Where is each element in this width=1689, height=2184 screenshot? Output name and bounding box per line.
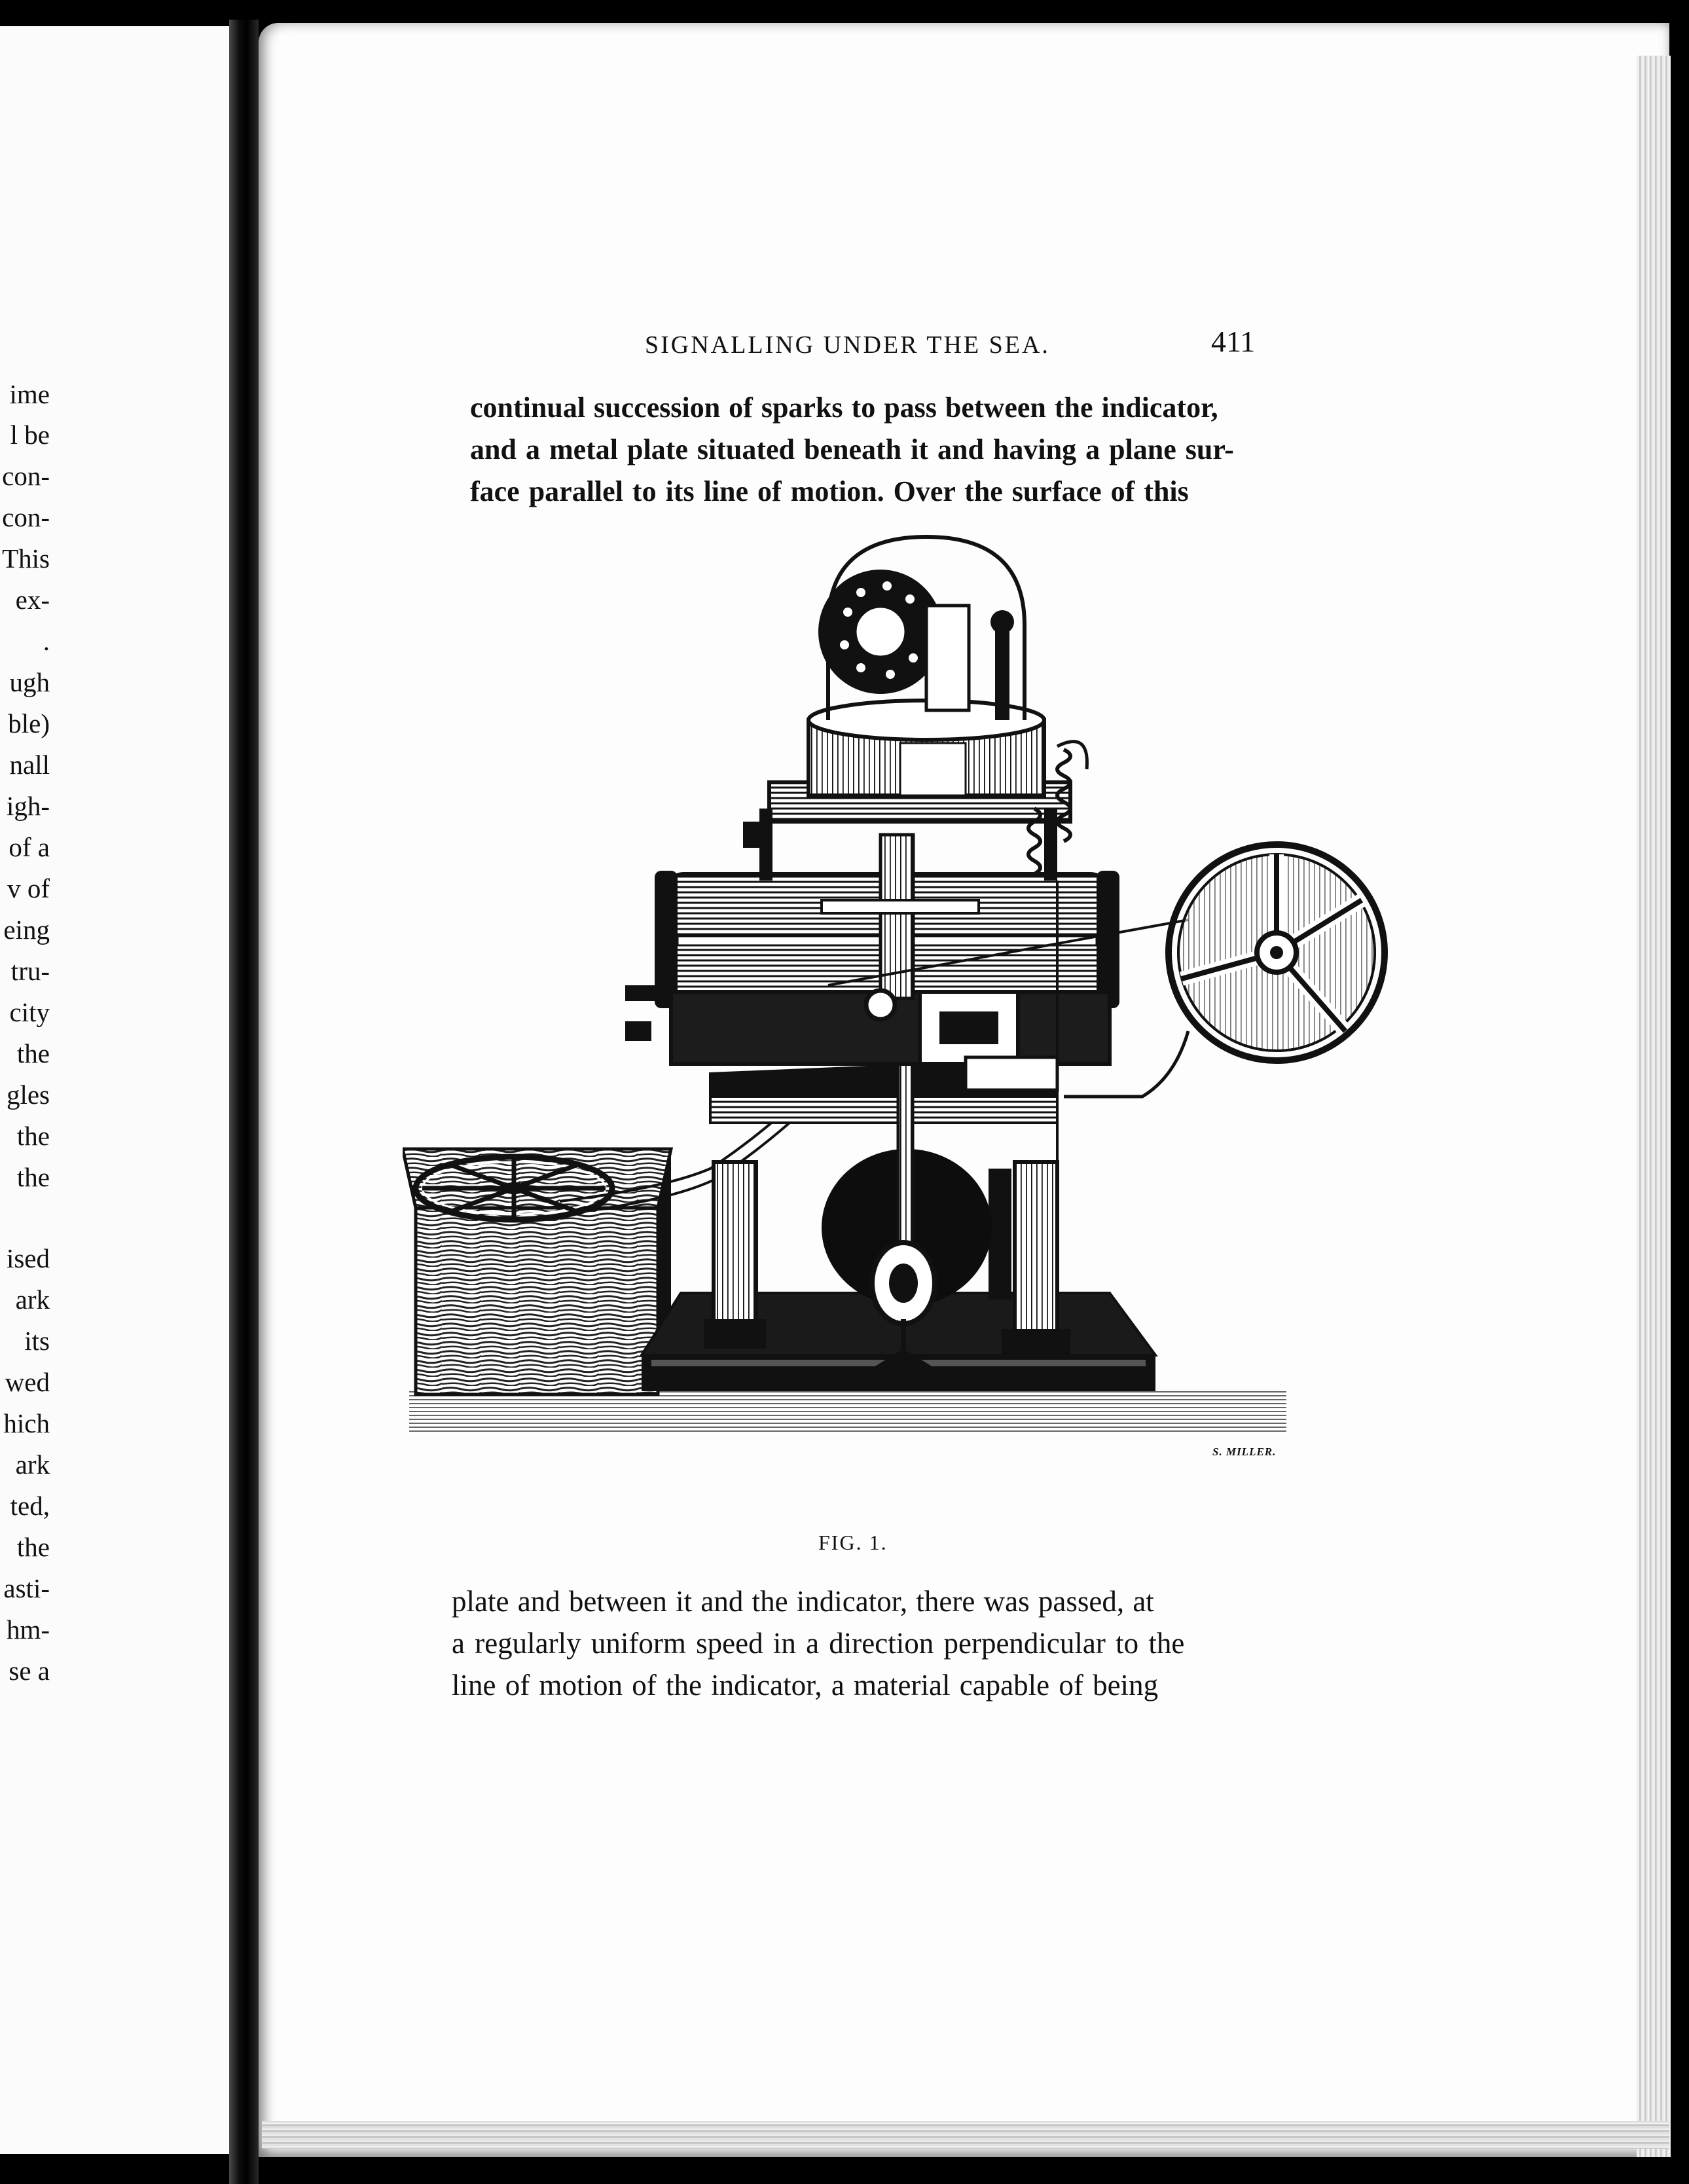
left-line: gles [6, 1080, 50, 1110]
page-stack-edge [1637, 56, 1671, 2157]
book-gutter [229, 20, 259, 2184]
left-line: hm- [6, 1614, 50, 1645]
left-line: se a [9, 1656, 50, 1686]
left-line: l be [10, 420, 50, 450]
running-head: SIGNALLING UNDER THE SEA. [645, 331, 1050, 359]
left-line: ted, [10, 1491, 50, 1521]
left-line: This [2, 543, 50, 573]
left-line: the [16, 1532, 50, 1562]
left-line: city [9, 997, 50, 1027]
left-page-text [0, 0, 50, 2184]
left-line: asti- [3, 1573, 50, 1603]
body-line: face parallel to its line of motion. Over the surface of this [470, 475, 1189, 507]
left-line: ark [15, 1284, 50, 1315]
body-line: plate and between it and the indicator, there was passed, at [452, 1585, 1154, 1618]
left-line: ble) [8, 708, 50, 738]
left-line: ugh [9, 667, 50, 697]
body-line: and a metal plate situated beneath it and having a plane sur- [470, 433, 1234, 465]
left-line: igh- [6, 791, 50, 821]
left-line: ime [9, 379, 50, 409]
left-line: the [16, 1038, 50, 1068]
left-line: eing [3, 915, 50, 945]
body-line: continual succession of sparks to pass between the indicator, [470, 391, 1218, 424]
engraver-signature: S. MILLER. [1212, 1446, 1277, 1458]
left-line: . [43, 626, 50, 656]
page-bottom-edge [262, 2121, 1669, 2149]
left-line: the [16, 1121, 50, 1151]
apparatus-engraving [403, 534, 1398, 1522]
left-line: con- [2, 461, 50, 491]
left-line: nall [9, 750, 50, 780]
body-line: a regularly uniform speed in a direction perpendicular to the [452, 1627, 1185, 1660]
left-line: the [16, 1162, 50, 1192]
body-line: line of motion of the indicator, a material capable of being [452, 1669, 1159, 1702]
page-number: 411 [1211, 325, 1256, 358]
left-line: ex- [15, 585, 50, 615]
left-line: of a [9, 832, 50, 862]
left-line: its [24, 1326, 50, 1356]
left-line: ised [6, 1243, 50, 1273]
figure-caption: FIG. 1. [818, 1531, 888, 1554]
left-line: con- [2, 502, 50, 532]
left-line: wed [5, 1367, 50, 1397]
left-line: hich [3, 1408, 50, 1438]
left-line: ark [15, 1449, 50, 1480]
left-line: tru- [10, 956, 50, 986]
left-line: v of [7, 873, 50, 903]
